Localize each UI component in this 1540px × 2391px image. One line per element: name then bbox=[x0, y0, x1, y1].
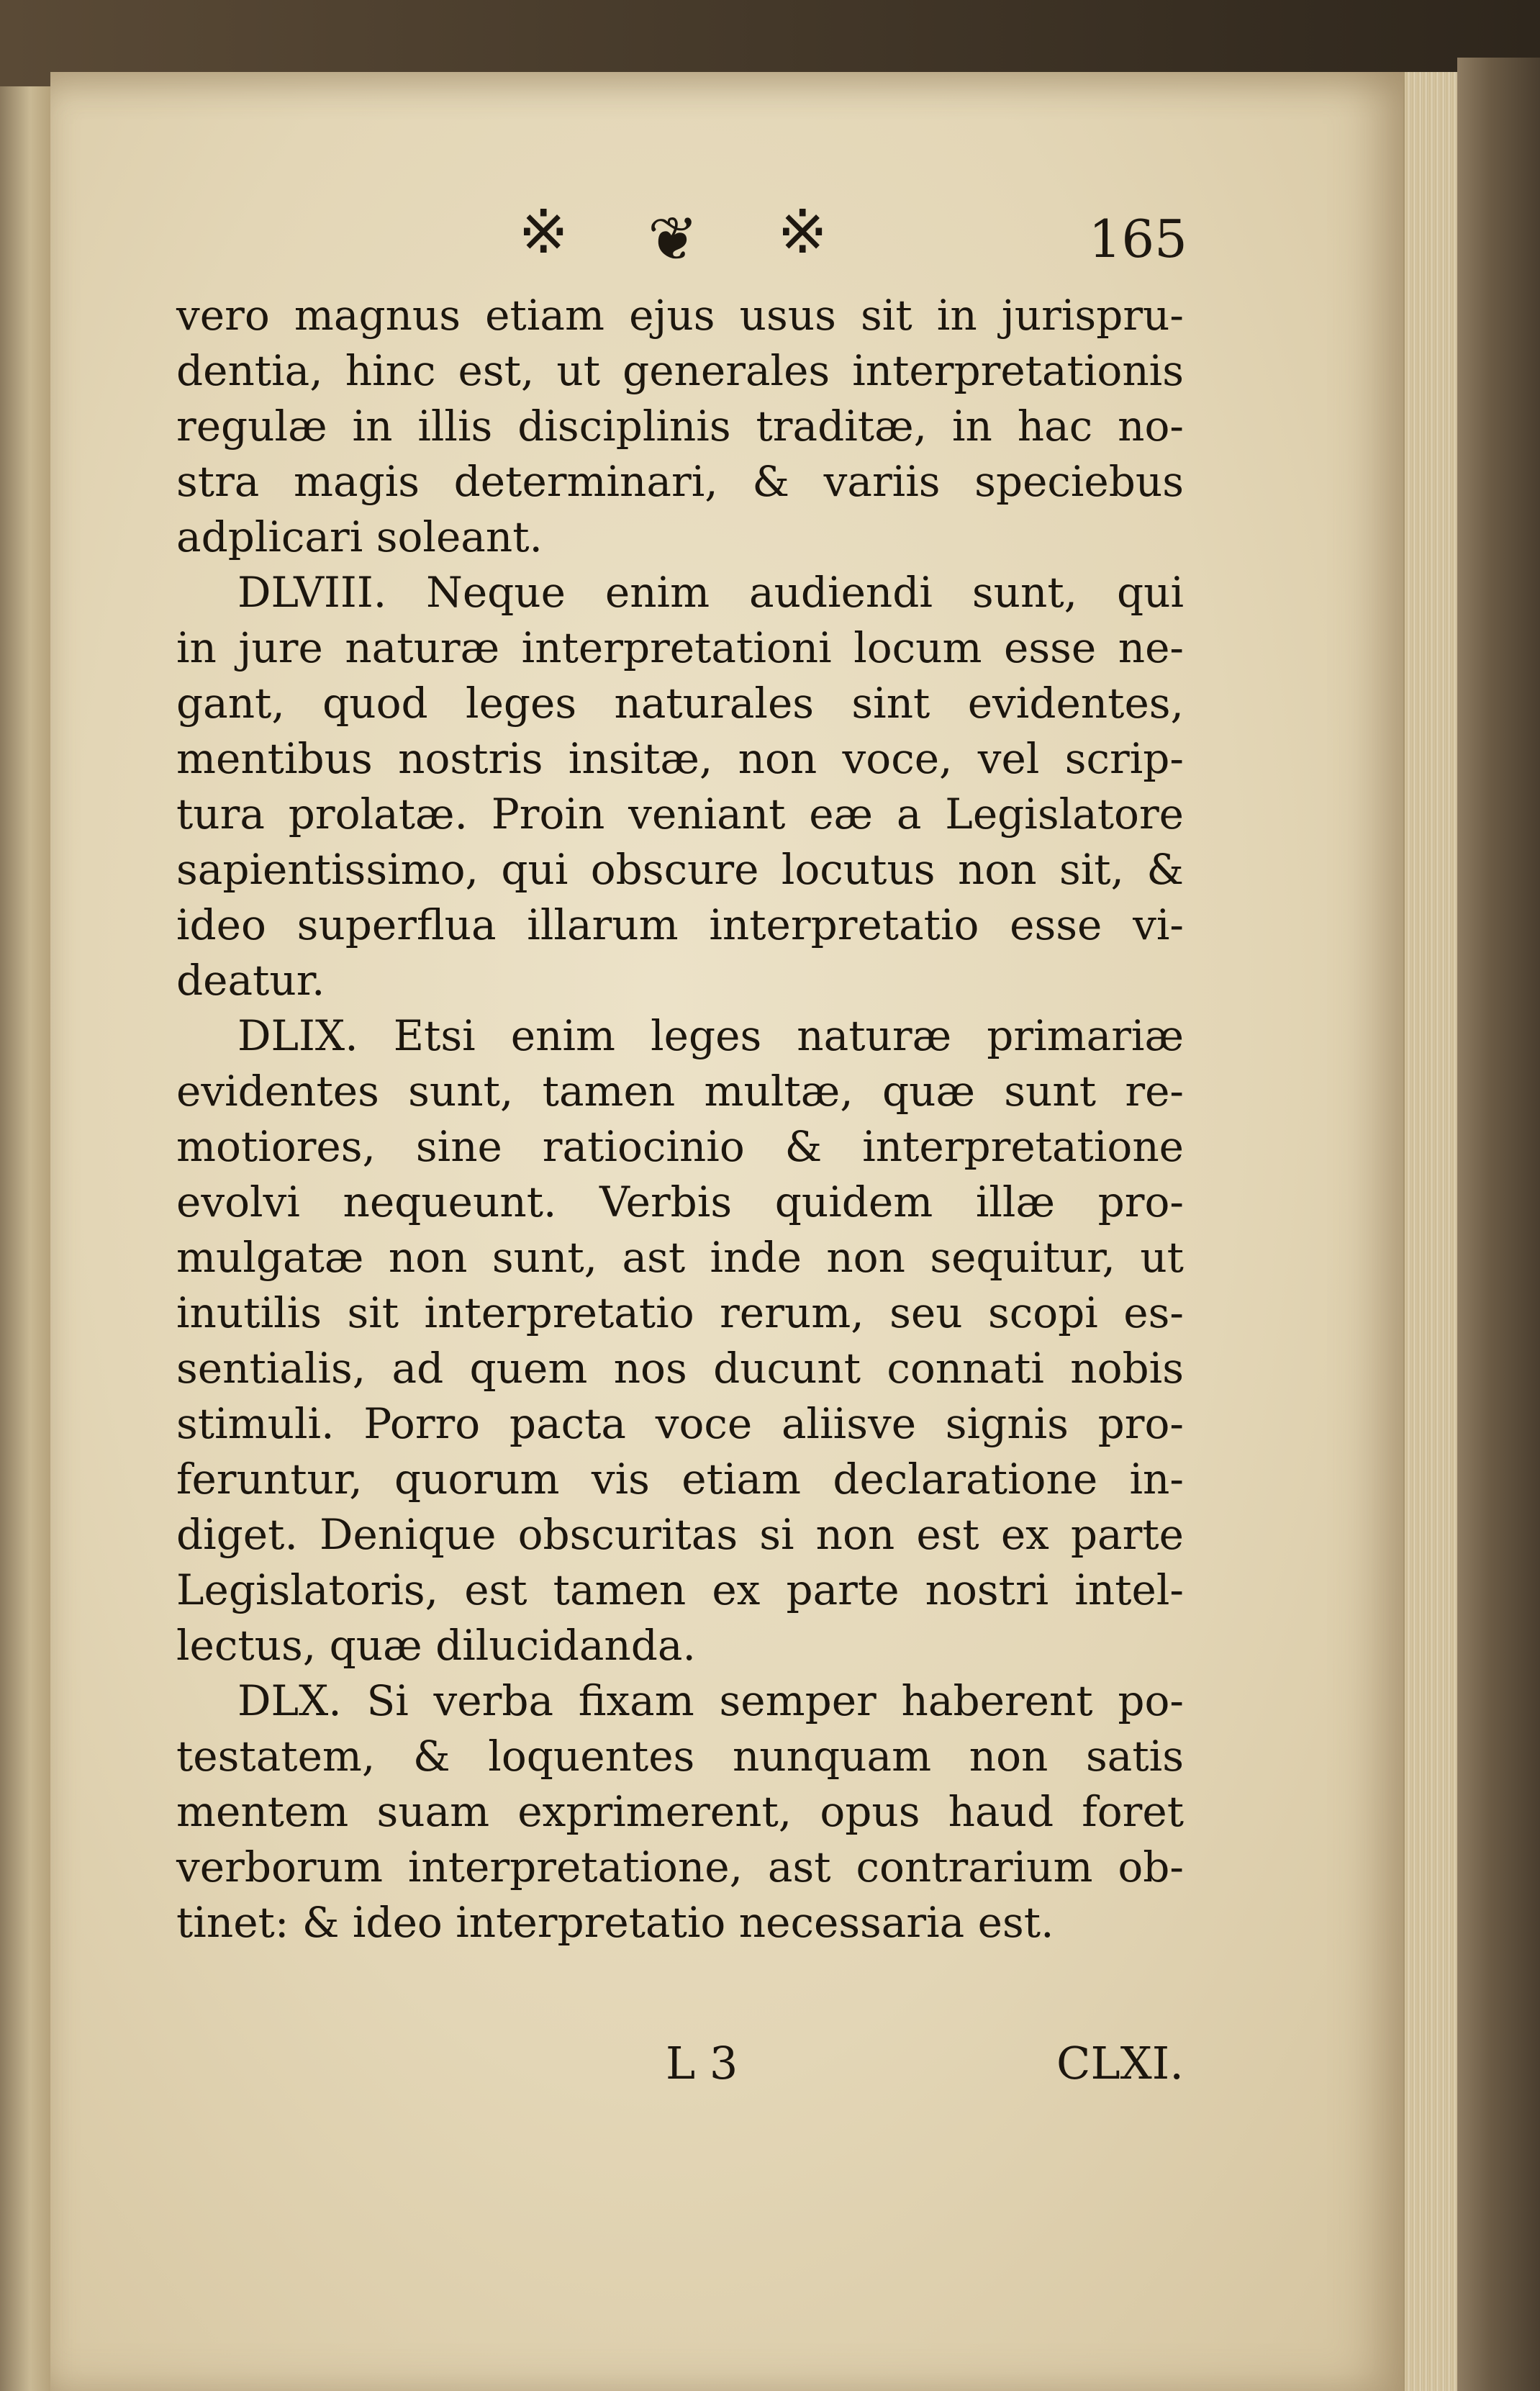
text-line: mentem suam exprimerent, opus haud foret bbox=[176, 1787, 1184, 1836]
body-text bbox=[176, 288, 1184, 1951]
text-line: in jure naturæ interpretationi locum esse ne- bbox=[176, 623, 1184, 672]
text-line: DLVIII. Neque enim audiendi sunt, qui bbox=[237, 568, 1184, 617]
text-line: deatur. bbox=[176, 956, 325, 1005]
text-line: feruntur, quorum vis etiam declaratione in- bbox=[176, 1455, 1184, 1504]
text-line: mentibus nostris insitæ, non voce, vel scrip- bbox=[176, 734, 1184, 783]
ornament-right-icon: ※ bbox=[777, 196, 828, 267]
text-line: adplicari soleant. bbox=[176, 512, 543, 561]
text-line: evidentes sunt, tamen multæ, quæ sunt re- bbox=[176, 1067, 1184, 1116]
book-cover-edge bbox=[1457, 58, 1540, 2391]
text-line: sentialis, ad quem nos ducunt connati nobis bbox=[176, 1344, 1184, 1393]
page-block-edges bbox=[1403, 72, 1459, 2391]
text-line: gant, quod leges naturales sint evidentes, bbox=[176, 679, 1184, 728]
text-line: stimuli. Porro pacta voce aliisve signis pro- bbox=[176, 1399, 1184, 1448]
text-line: Legislatoris, est tamen ex parte nostri intel- bbox=[176, 1565, 1184, 1614]
text-line: lectus, quæ dilucidanda. bbox=[176, 1621, 696, 1670]
text-line: regulæ in illis disciplinis traditæ, in hac no- bbox=[176, 402, 1184, 451]
text-line: dentia, hinc est, ut generales interpretationis bbox=[176, 346, 1184, 395]
catchword: CLXI. bbox=[1056, 2037, 1184, 2089]
text-line: diget. Denique obscuritas si non est ex parte bbox=[176, 1510, 1184, 1559]
text-line: tinet: & ideo interpretatio necessaria est. bbox=[176, 1898, 1054, 1947]
text-line: inutilis sit interpretatio rerum, seu scopi es- bbox=[176, 1288, 1184, 1337]
text-line: verborum interpretatione, ast contrarium ob- bbox=[176, 1843, 1184, 1891]
text-line: sapientissimo, qui obscure locutus non sit, & bbox=[176, 845, 1184, 894]
text-line: evolvi nequeunt. Verbis quidem illæ pro- bbox=[176, 1178, 1184, 1226]
facing-page-edge bbox=[0, 86, 53, 2391]
page-header bbox=[504, 194, 1216, 281]
page-number: 165 bbox=[1088, 209, 1187, 269]
text-line: DLX. Si verba fixam semper haberent po- bbox=[237, 1676, 1184, 1725]
text-line: mulgatæ non sunt, ast inde non sequitur, ut bbox=[176, 1233, 1184, 1282]
text-line: DLIX. Etsi enim leges naturæ primariæ bbox=[237, 1011, 1184, 1060]
text-line: ideo superflua illarum interpretatio esse vi- bbox=[176, 900, 1184, 949]
text-line: motiores, sine ratiocinio & interpretatione bbox=[176, 1122, 1184, 1171]
ornament-center-icon: ❦ bbox=[648, 204, 699, 274]
text-line: stra magis determinari, & variis speciebus bbox=[176, 457, 1184, 506]
signature-mark: L 3 bbox=[666, 2037, 738, 2089]
page-footer bbox=[176, 2037, 1184, 2102]
text-line: vero magnus etiam ejus usus sit in jurispru- bbox=[176, 291, 1184, 340]
ornament-left-icon: ※ bbox=[518, 196, 569, 267]
text-line: testatem, & loquentes nunquam non satis bbox=[176, 1732, 1184, 1781]
text-line: tura prolatæ. Proin veniant eæ a Legislatore bbox=[176, 790, 1184, 839]
